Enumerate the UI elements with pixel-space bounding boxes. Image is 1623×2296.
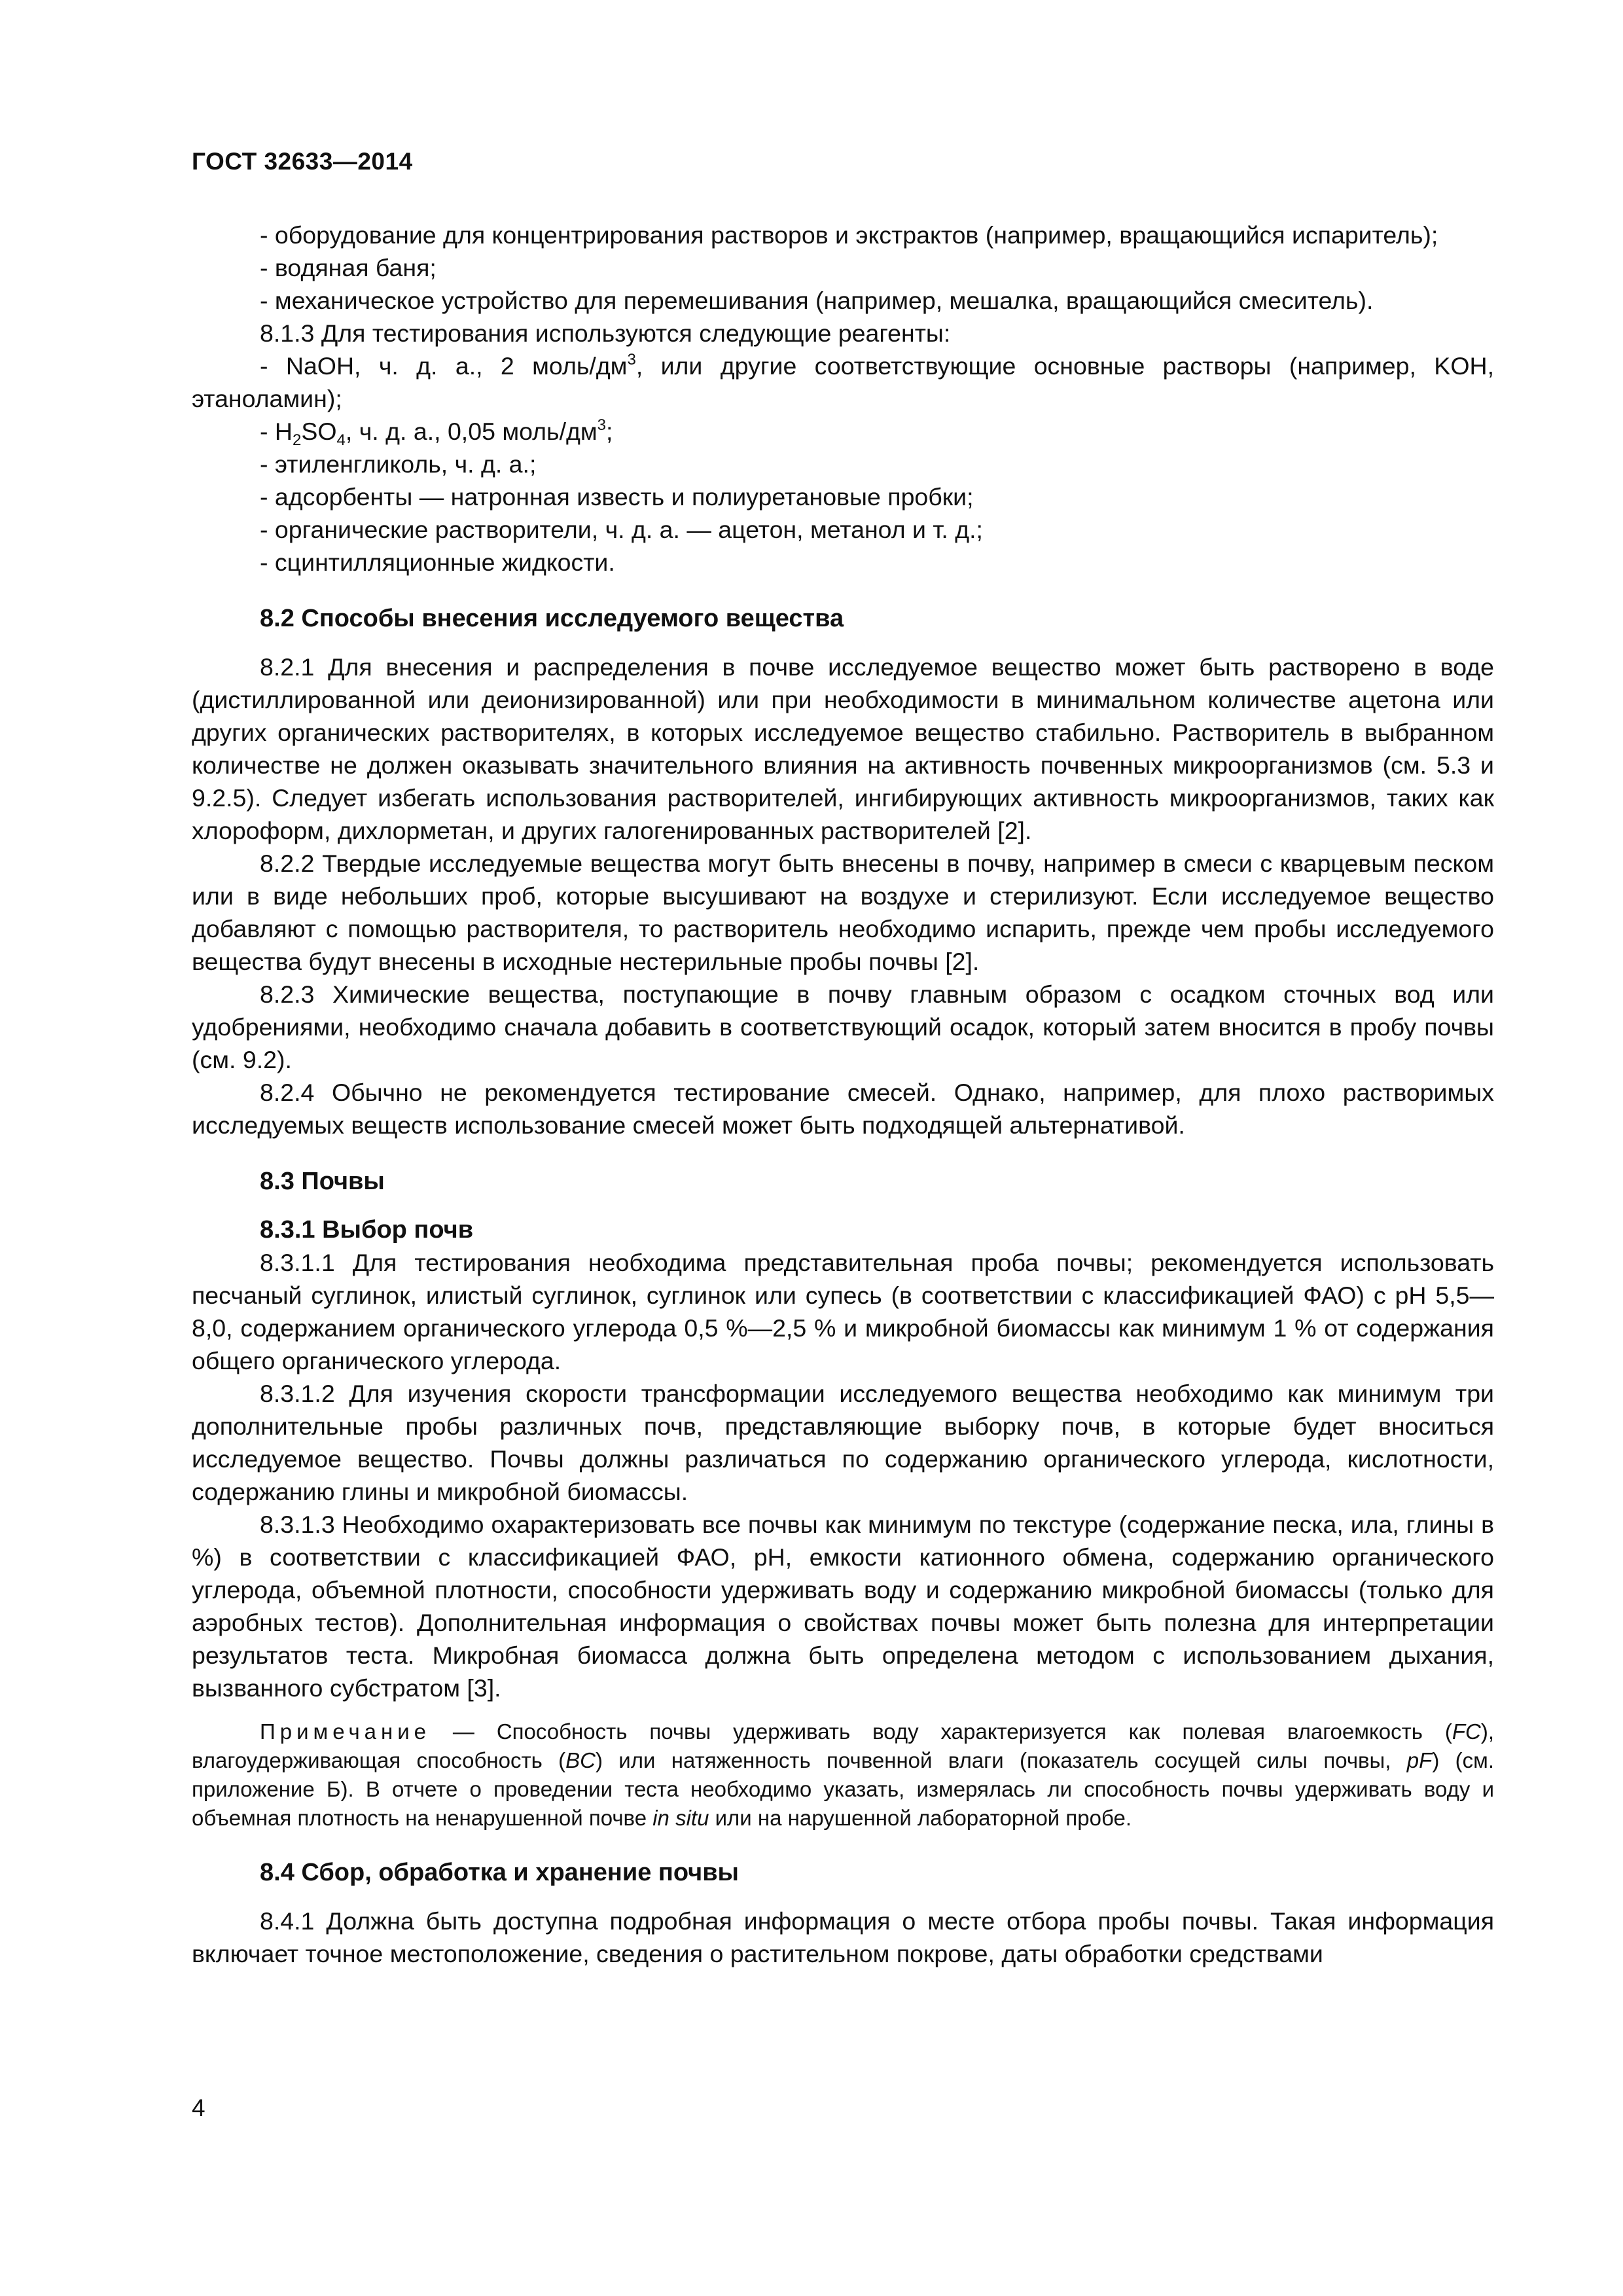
section-heading: 8.3 Почвы (260, 1168, 385, 1195)
text-run: ) или натяженность почвенной влаги (показатель сосущей силы почвы, (595, 1748, 1407, 1772)
italic-term: pF (1406, 1748, 1433, 1772)
text-run: , или другие соответствующие основные растворы (например, KOH, этаноламин); (192, 352, 1494, 412)
paragraph: 8.3.1.2 Для изучения скорости трансформации исследуемого вещества необходимо как минимум три дополнительные пробы различных почв, представляющие выборку почв, в которые будет вноситься исследуемое вещество. Почвы должны различаться по содержанию органического углерода, кислотности, содержанию глины и микробной биомассы. (192, 1380, 1494, 1505)
section-heading: 8.2 Способы внесения исследуемого вещества (260, 605, 844, 632)
document-body (192, 219, 1494, 1970)
document-code-header: ГОСТ 32633—2014 (192, 148, 413, 175)
list-item: - адсорбенты — натронная известь и полиуретановые пробки; (260, 483, 974, 511)
subsection-heading: 8.3.1 Выбор почв (260, 1216, 474, 1244)
superscript: 3 (627, 351, 636, 368)
italic-term: BC (565, 1748, 596, 1772)
list-item: - органические растворители, ч. д. а. — ацетон, метанол и т. д.; (260, 516, 983, 543)
list-item: - оборудование для концентрирования растворов и экстрактов (например, вращающийся испаритель); (260, 221, 1438, 249)
text-run: ), влагоудерживающая способность ( (192, 1719, 1494, 1772)
paragraph: 8.1.3 Для тестирования используются следующие реагенты: (260, 319, 951, 347)
paragraph: 8.2.4 Обычно не рекомендуется тестирование смесей. Однако, например, для плохо растворимых исследуемых веществ использование смесей может быть подходящей альтернативой. (192, 1079, 1494, 1139)
paragraph: 8.3.1.1 Для тестирования необходима представительная проба почвы; рекомендуется использовать песчаный суглинок, илистый суглинок, суглинок или супесь (в соответствии с классификацией ФАО) с pH 5,5—8,0, содержанием органического углерода 0,5 %—2,5 % и микробной биомассы как минимум 1 % от содержания общего органического углерода. (192, 1249, 1494, 1374)
text-run: - H (260, 418, 293, 445)
paragraph: 8.2.1 Для внесения и распределения в почве исследуемое вещество может быть растворено в воде (дистиллированной или деионизированной) или при необходимости в минимальном количестве ацетона или других органических растворителях, в которых исследуемое вещество стабильно. Растворитель в выбранном количестве не должен оказывать значительного влияния на активность почвенных микроорганизмов (см. 5.3 и 9.2.5). Следует избегать использования растворителей, ингибирующих активность микроорганизмов, таких как хлороформ, дихлорметан, и других галогенированных растворителей [2]. (192, 653, 1494, 844)
text-run: ; (606, 418, 613, 445)
note-paragraph (192, 1717, 1494, 1833)
page-number: 4 (192, 2094, 205, 2121)
text-run: ) (см. приложение Б). В отчете о проведении теста необходимо указать, измерялась ли способность почвы удерживать воду и объемная плотность на ненарушенной почве (192, 1748, 1494, 1830)
note-label: Примечание (260, 1719, 431, 1744)
list-item (192, 350, 1494, 415)
subscript: 4 (336, 431, 346, 449)
italic-term: FC (1452, 1719, 1481, 1744)
superscript: 3 (597, 416, 607, 434)
text-run: - NaOH, ч. д. а., 2 моль/дм (260, 352, 628, 380)
list-item: - водяная баня; (260, 254, 437, 281)
subscript: 2 (293, 431, 302, 449)
paragraph: 8.2.2 Твердые исследуемые вещества могут быть внесены в почву, например в смеси с кварцевым песком или в виде небольших проб, которые высушивают на воздухе и стерилизуют. Если исследуемое вещество добавляют с помощью растворителя, то растворитель необходимо испарить, прежде чем пробы исследуемого вещества будут внесены в исходные нестерильные пробы почвы [2]. (192, 850, 1494, 975)
text-run: SO (301, 418, 337, 445)
list-item: - механическое устройство для перемешивания (например, мешалка, вращающийся смеситель). (260, 287, 1374, 314)
text-run: , ч. д. а., 0,05 моль/дм (345, 418, 597, 445)
text-run: — Способность почвы удерживать воду характеризуется как полевая влагоемкость ( (431, 1719, 1452, 1744)
paragraph: 8.2.3 Химические вещества, поступающие в почву главным образом с осадком сточных вод или удобрениями, необходимо сначала добавить в соответствующий осадок, который затем вносится в пробу почвы (см. 9.2). (192, 980, 1494, 1073)
list-item: - сцинтилляционные жидкости. (260, 548, 615, 576)
paragraph: 8.4.1 Должна быть доступна подробная информация о месте отбора пробы почвы. Такая информация включает точное местоположение, сведения о растительном покрове, даты обработки средствами (192, 1907, 1494, 1967)
paragraph: 8.3.1.3 Необходимо охарактеризовать все почвы как минимум по текстуре (содержание песка, ила, глины в %) в соответствии с классификацией ФАО, pH, емкости катионного обмена, содержанию органического углерода, объемной плотности, способности удерживать воду и содержанию микробной биомассы (только для аэробных тестов). Дополнительная информация о свойствах почвы может быть полезна для интерпретации результатов теста. Микробная биомасса должна быть определена методом с использованием дыхания, вызванного субстратом [3]. (192, 1511, 1494, 1702)
list-item: - этиленгликоль, ч. д. а.; (260, 450, 537, 478)
list-item (192, 415, 1494, 448)
text-run: или на нарушенной лабораторной пробе. (709, 1806, 1132, 1830)
section-heading: 8.4 Сбор, обработка и хранение почвы (260, 1859, 740, 1886)
italic-term: in situ (652, 1806, 709, 1830)
